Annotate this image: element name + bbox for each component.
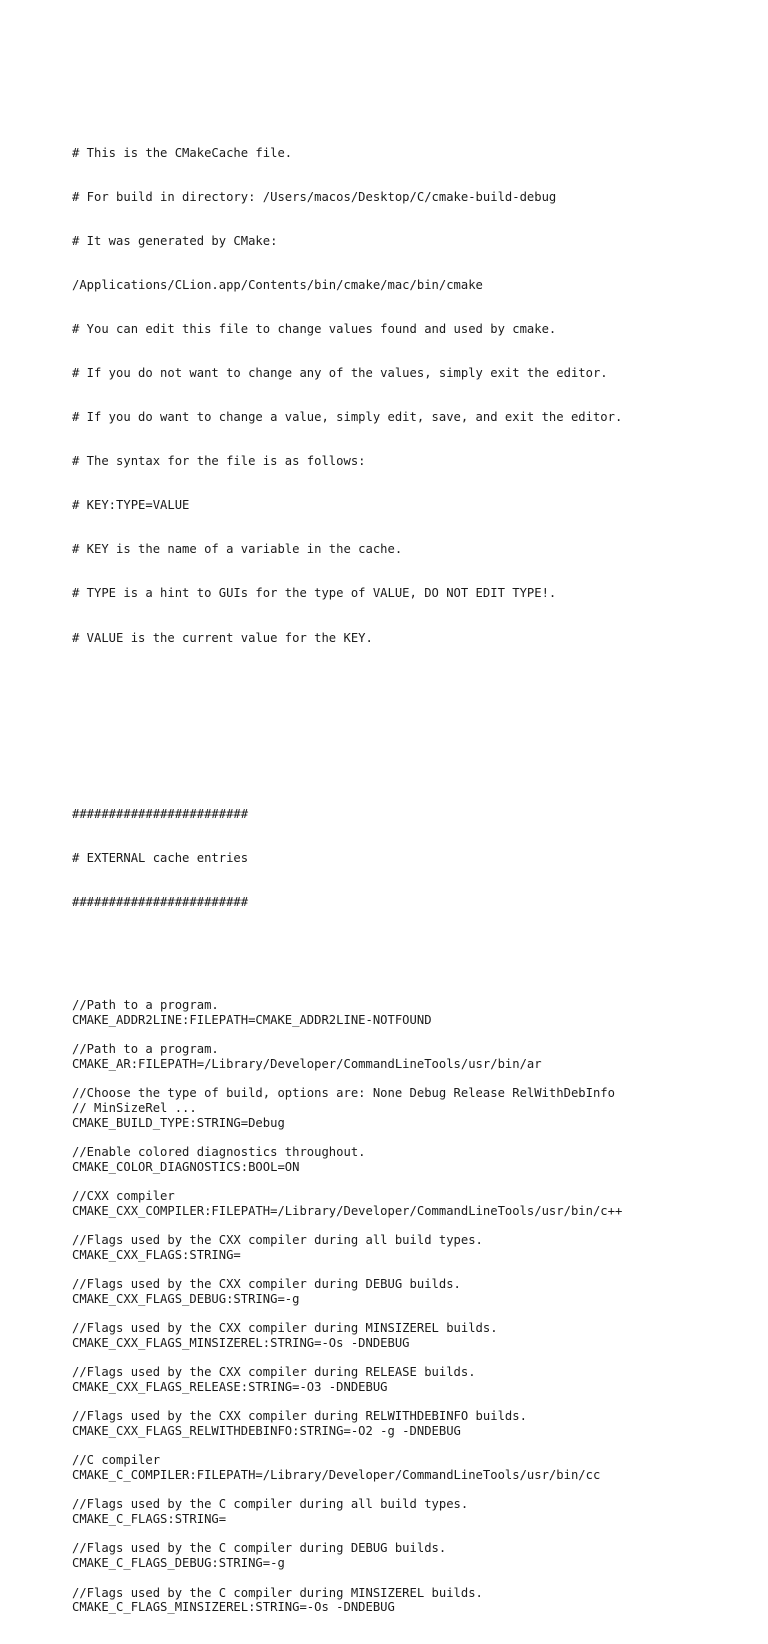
cache-entry (72, 1042, 752, 1071)
cache-entry (72, 1233, 752, 1262)
blank-line (72, 1027, 752, 1042)
cache-entry (72, 998, 752, 1027)
entry-comment: //Flags used by the C compiler during DEBUG builds. (72, 1541, 447, 1556)
entry-key-value: CMAKE_CXX_FLAGS_RELWITHDEBINFO:STRING=-O2 -g -DNDEBUG (72, 1423, 461, 1438)
entry-comment: //Flags used by the CXX compiler during all build types. (72, 1233, 483, 1248)
entry-key-value: CMAKE_C_FLAGS:STRING= (72, 1512, 227, 1527)
entry-key-value: CMAKE_C_FLAGS_MINSIZEREL:STRING=-Os -DNDEBUG (72, 1600, 395, 1615)
blank-line (72, 983, 752, 998)
entry-comment: //Path to a program. (72, 998, 219, 1013)
entry-key-value: CMAKE_CXX_FLAGS_MINSIZEREL:STRING=-Os -DNDEBUG (72, 1335, 410, 1350)
entry-comment: //Flags used by the C compiler during MINSIZEREL builds. (72, 1585, 483, 1600)
header-comment-line: # It was generated by CMake: (72, 233, 278, 248)
entry-comment: //Flags used by the C compiler during all build types. (72, 1497, 469, 1512)
blank-line (72, 1071, 752, 1086)
header-comment-line: # This is the CMakeCache file. (72, 145, 293, 160)
blank-line (72, 1527, 752, 1542)
cache-entry (72, 1145, 752, 1174)
section-title: # EXTERNAL cache entries (72, 851, 249, 866)
header-comment-line: # KEY:TYPE=VALUE (72, 498, 190, 513)
section-header-external (72, 778, 752, 940)
blank-line (72, 1130, 752, 1145)
blank-line (72, 719, 752, 734)
section-divider: ######################## (72, 806, 249, 821)
header-comment-line: # If you do want to change a value, simply edit, save, and exit the editor. (72, 410, 623, 425)
cache-entries-list (72, 983, 752, 1615)
header-comment-line: # For build in directory: /Users/macos/Desktop/C/cmake-build-debug (72, 189, 557, 204)
entry-comment: //CXX compiler (72, 1188, 175, 1203)
header-comment-line: # VALUE is the current value for the KEY. (72, 630, 373, 645)
entry-key-value: CMAKE_ADDR2LINE:FILEPATH=CMAKE_ADDR2LINE-NOTFOUND (72, 1012, 432, 1027)
header-comment-line: # KEY is the name of a variable in the cache. (72, 542, 403, 557)
entry-comment: //Flags used by the CXX compiler during DEBUG builds. (72, 1277, 461, 1292)
section-divider: ######################## (72, 895, 249, 910)
blank-line (72, 1262, 752, 1277)
cmake-cache-document (72, 72, 752, 1644)
cache-entry (72, 1321, 752, 1350)
entry-key-value: CMAKE_BUILD_TYPE:STRING=Debug (72, 1115, 285, 1130)
entry-key-value: CMAKE_C_FLAGS_DEBUG:STRING=-g (72, 1556, 285, 1571)
entry-comment: //Flags used by the CXX compiler during MINSIZEREL builds. (72, 1321, 498, 1336)
header-comment-line: /Applications/CLion.app/Contents/bin/cmake/mac/bin/cmake (72, 277, 483, 292)
cache-entry (72, 1189, 752, 1218)
entry-key-value: CMAKE_CXX_COMPILER:FILEPATH=/Library/Developer/CommandLineTools/usr/bin/c++ (72, 1203, 623, 1218)
blank-line (72, 1218, 752, 1233)
header-comment-line: # The syntax for the file is as follows: (72, 454, 366, 469)
entry-key-value: CMAKE_COLOR_DIAGNOSTICS:BOOL=ON (72, 1159, 300, 1174)
blank-line (72, 1306, 752, 1321)
header-comment-block (72, 116, 752, 675)
header-comment-line: # You can edit this file to change values found and used by cmake. (72, 321, 557, 336)
entry-key-value: CMAKE_CXX_FLAGS_RELEASE:STRING=-O3 -DNDEBUG (72, 1379, 388, 1394)
blank-line (72, 1174, 752, 1189)
cache-entry (72, 1365, 752, 1394)
entry-key-value: CMAKE_C_COMPILER:FILEPATH=/Library/Developer/CommandLineTools/usr/bin/cc (72, 1468, 601, 1483)
entry-comment: //Enable colored diagnostics throughout. (72, 1144, 366, 1159)
cache-entry (72, 1586, 752, 1615)
cache-entry (72, 1541, 752, 1570)
entry-key-value: CMAKE_CXX_FLAGS_DEBUG:STRING=-g (72, 1291, 300, 1306)
blank-line (72, 1351, 752, 1366)
entry-comment: //Choose the type of build, options are: None Debug Release RelWithDebInfo (72, 1086, 615, 1101)
blank-line (72, 1439, 752, 1454)
cache-entry (72, 1497, 752, 1526)
entry-comment: // MinSizeRel ... (72, 1100, 197, 1115)
entry-comment: //C compiler (72, 1453, 161, 1468)
cache-entry (72, 1086, 752, 1130)
header-comment-line: # If you do not want to change any of the values, simply exit the editor. (72, 365, 608, 380)
blank-line (72, 1571, 752, 1586)
blank-line (72, 1483, 752, 1498)
entry-comment: //Flags used by the CXX compiler during RELWITHDEBINFO builds. (72, 1409, 527, 1424)
entry-key-value: CMAKE_CXX_FLAGS:STRING= (72, 1247, 241, 1262)
cache-entry (72, 1453, 752, 1482)
entry-comment: //Path to a program. (72, 1042, 219, 1057)
entry-comment: //Flags used by the CXX compiler during RELEASE builds. (72, 1365, 476, 1380)
header-comment-line: # TYPE is a hint to GUIs for the type of VALUE, DO NOT EDIT TYPE!. (72, 586, 557, 601)
cache-entry (72, 1277, 752, 1306)
entry-key-value: CMAKE_AR:FILEPATH=/Library/Developer/CommandLineTools/usr/bin/ar (72, 1056, 542, 1071)
cache-entry (72, 1409, 752, 1438)
blank-line (72, 1395, 752, 1410)
